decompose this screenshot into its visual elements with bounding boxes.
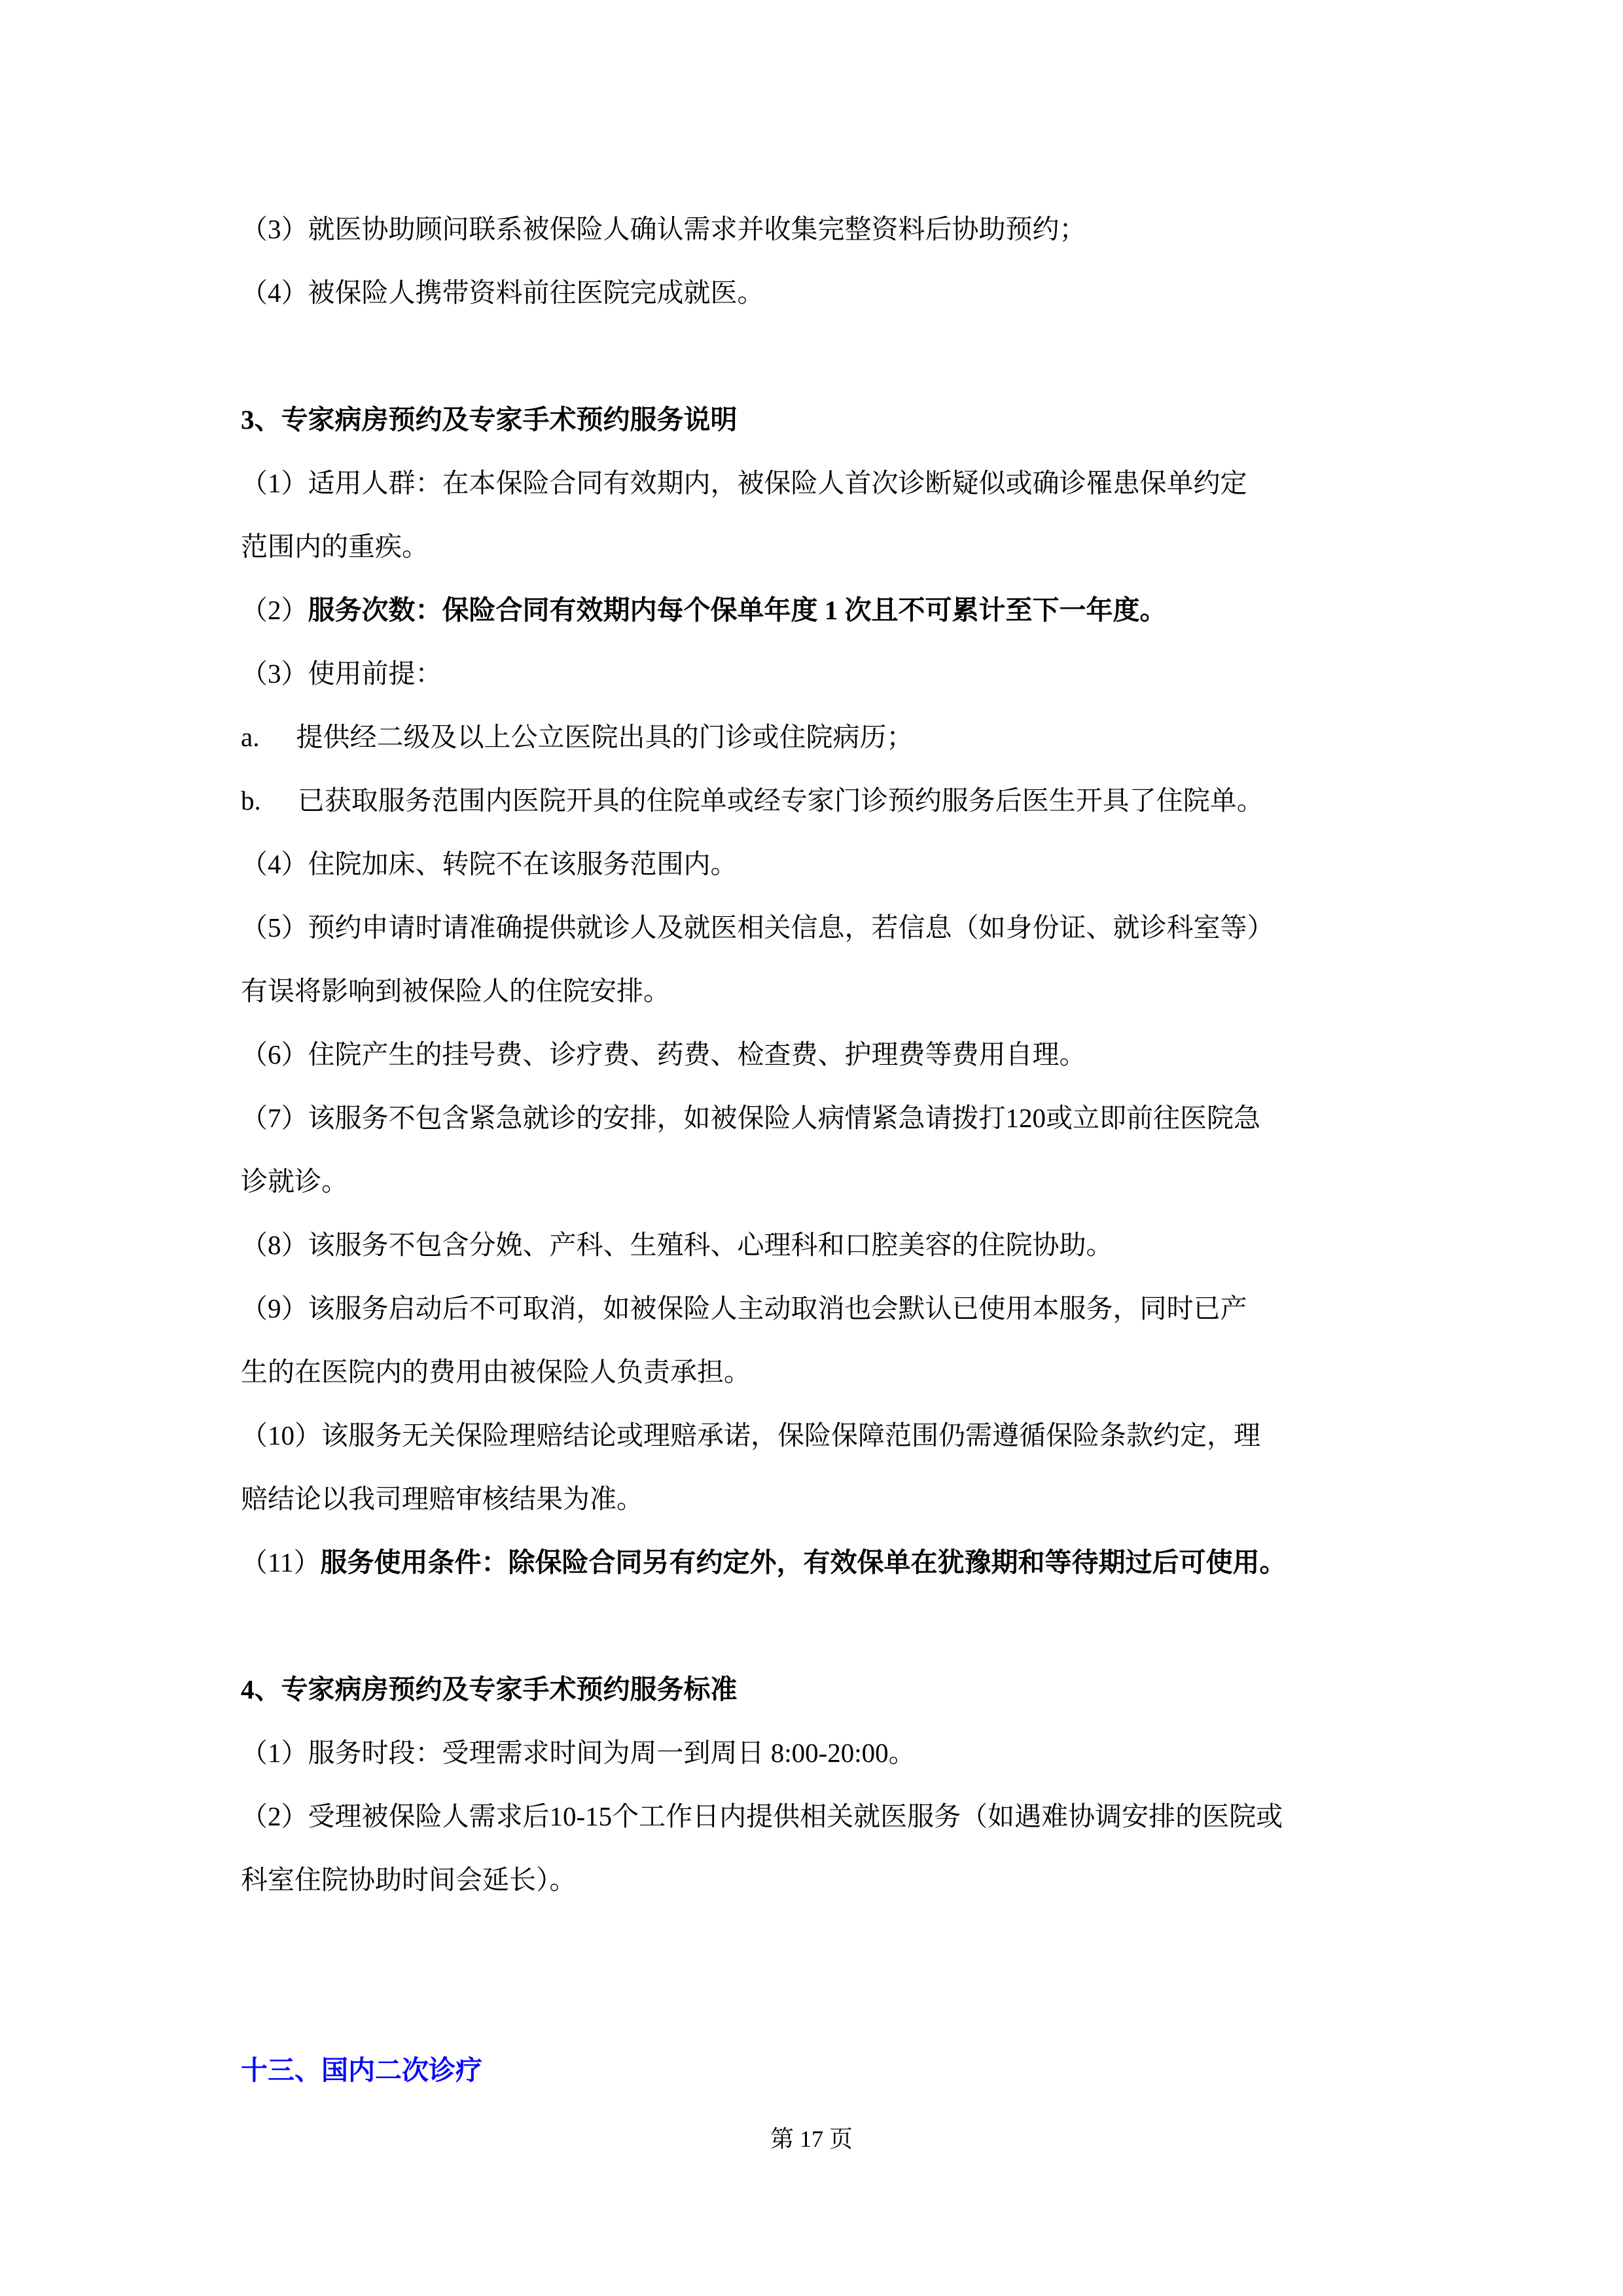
list-marker: b.: [241, 785, 261, 816]
section-heading-3: 3、专家病房预约及专家手术预约服务说明: [241, 404, 738, 435]
item-number: （11）: [241, 1547, 321, 1577]
paragraph-line: （6）住院产生的挂号费、诊疗费、药费、检查费、护理费等费用自理。: [241, 1039, 1086, 1069]
page-footer: [0, 2119, 1623, 2159]
list-item-b: [241, 769, 1386, 833]
paragraph-line: （9）该服务启动后不可取消，如被保险人主动取消也会默认已使用本服务，同时已产: [241, 1293, 1247, 1323]
paragraph-line: （1）适用人群：在本保险合同有效期内，被保险人首次诊断疑似或确诊罹患保单约定: [241, 468, 1247, 498]
paragraph-line: 科室住院协助时间会延长）。: [241, 1865, 577, 1895]
chapter-heading-13: 十三、国内二次诊疗: [241, 2055, 482, 2085]
paragraph-line: 诊就诊。: [241, 1166, 348, 1196]
paragraph-line: （1）服务时段：受理需求时间为周一到周日 8:00-20:00。: [241, 1738, 916, 1768]
paragraph-line: （2）受理被保险人需求后10-15个工作日内提供相关就医服务（如遇难协调安排的医院或: [241, 1801, 1283, 1831]
paragraph-line: 范围内的重疾。: [241, 531, 429, 562]
item-number: （2）: [241, 595, 308, 625]
blank-line: [241, 1594, 1386, 1658]
paragraph-line-mixed: [241, 1531, 1386, 1594]
paragraph-line: 生的在医院内的费用由被保险人负责承担。: [241, 1357, 751, 1387]
section-heading-4: 4、专家病房预约及专家手术预约服务标准: [241, 1674, 738, 1704]
paragraph-line: 赔结论以我司理赔审核结果为准。: [241, 1484, 643, 1514]
paragraph-line: （8）该服务不包含分娩、产科、生殖科、心理科和口腔美容的住院协助。: [241, 1230, 1113, 1260]
blank-line: [241, 325, 1386, 388]
paragraph-line: （3）就医协助顾问联系被保险人确认需求并收集完整资料后协助预约；: [241, 214, 1086, 244]
blank-line: [241, 1912, 1386, 1975]
paragraph-line: （7）该服务不包含紧急就诊的安排，如被保险人病情紧急请拨打120或立即前往医院急: [241, 1103, 1260, 1133]
document-body: [241, 198, 1386, 2102]
page-number: 第 17 页: [770, 2126, 853, 2152]
list-item-a: [241, 706, 1386, 769]
paragraph-line: （4）住院加床、转院不在该服务范围内。: [241, 849, 738, 879]
paragraph-line: （3）使用前提：: [241, 658, 442, 689]
paragraph-line-mixed: [241, 579, 1386, 642]
bold-text: 服务次数：保险合同有效期内每个保单年度 1 次且不可累计至下一年度。: [308, 595, 1167, 625]
list-item-text: 提供经二级及以上公立医院出具的门诊或住院病历；: [296, 722, 914, 752]
paragraph-line: 有误将影响到被保险人的住院安排。: [241, 976, 670, 1006]
paragraph-line: （5）预约申请时请准确提供就诊人及就医相关信息，若信息（如身份证、就诊科室等）: [241, 912, 1274, 942]
list-marker: a.: [241, 722, 260, 752]
blank-line: [241, 1975, 1386, 2039]
list-item-text: 已获取服务范围内医院开具的住院单或经专家门诊预约服务后医生开具了住院单。: [297, 785, 1264, 816]
bold-text: 服务使用条件：除保险合同另有约定外，有效保单在犹豫期和等待期过后可使用。: [320, 1547, 1287, 1577]
paragraph-line: （10）该服务无关保险理赔结论或理赔承诺，保险保障范围仍需遵循保险条款约定，理: [241, 1420, 1260, 1450]
paragraph-line: （4）被保险人携带资料前往医院完成就医。: [241, 278, 764, 308]
